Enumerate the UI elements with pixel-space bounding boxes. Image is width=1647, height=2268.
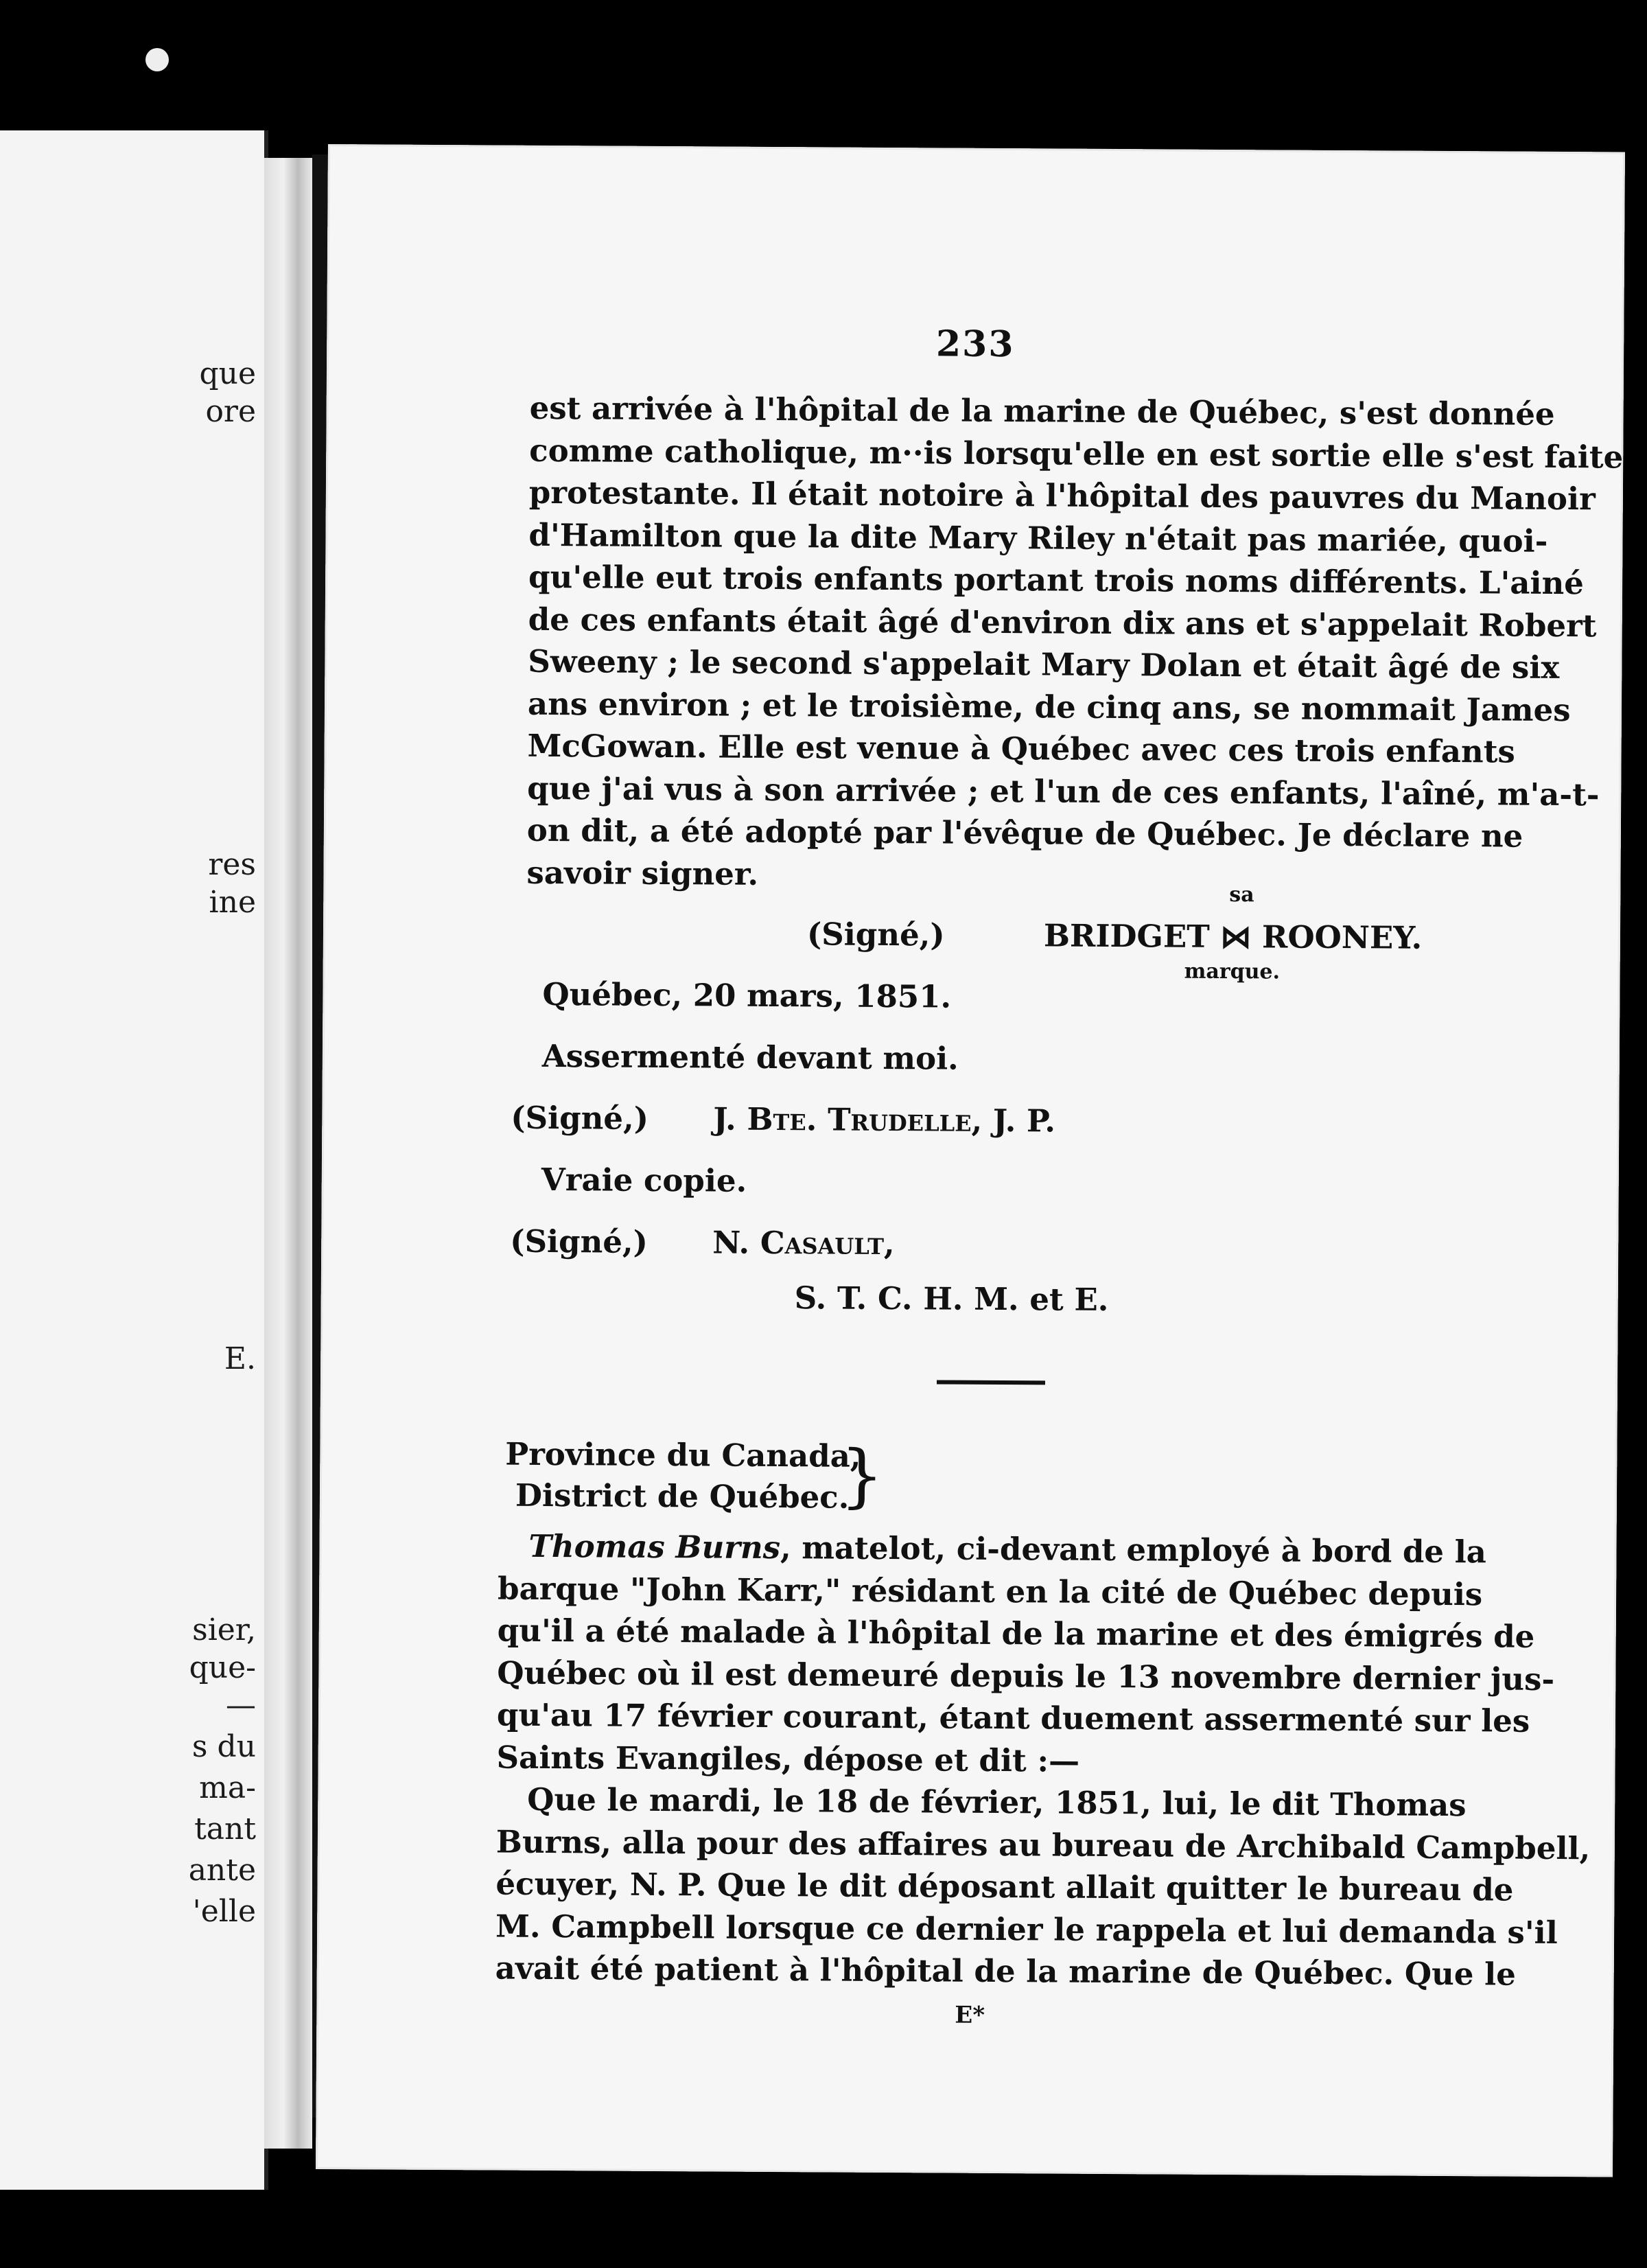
signature-label: (Signé,) xyxy=(806,916,945,953)
section-divider xyxy=(937,1380,1045,1385)
left-fragment: ore xyxy=(205,394,256,429)
text-line: savoir signer. xyxy=(526,854,759,892)
text-line: Que le mardi, le 18 de février, 1851, lui, le dit Thomas xyxy=(527,1781,1467,1824)
true-copy-line: Vraie copie. xyxy=(541,1161,747,1199)
left-fragment: res xyxy=(208,847,256,882)
text-line: Burns, alla pour des affaires au bureau de Archibald Campbell, xyxy=(495,1823,1591,1866)
signature-name: BRIDGET ⋈ ROONEY. xyxy=(1043,917,1423,956)
text-line: Saints Evangiles, dépose et dit :— xyxy=(496,1739,1080,1779)
text-line: avait été patient à l'hôpital de la marine de Québec. Que le xyxy=(495,1949,1516,1993)
left-fragment: — xyxy=(226,1688,256,1723)
left-fragment: s du xyxy=(191,1729,256,1764)
brace-glyph: } xyxy=(839,1435,885,1516)
text-line: que j'ai vus à son arrivée ; et l'un de ces enfants, l'aîné, m'a-t- xyxy=(527,769,1600,813)
left-fragment: ma- xyxy=(199,1770,256,1805)
left-fragment: tant xyxy=(194,1812,256,1847)
book-spine xyxy=(264,158,312,2149)
signature-label: (Signé,) xyxy=(511,1099,649,1137)
main-page xyxy=(316,144,1625,2177)
text-line: M. Campbell lorsque ce dernier le rappela et lui demanda s'il xyxy=(495,1908,1558,1951)
heading-district: District de Québec. xyxy=(515,1477,850,1516)
left-fragment: E. xyxy=(224,1341,256,1376)
text-line: McGowan. Elle est venue à Québec avec ces trois enfants xyxy=(527,727,1515,770)
left-fragment: que xyxy=(199,356,256,391)
text-line xyxy=(498,1525,1487,1573)
left-fragment: que- xyxy=(189,1650,256,1685)
signature-mark: E* xyxy=(955,2001,985,2029)
text-line: écuyer, N. P. Que le dit déposant allait quitter le bureau de xyxy=(495,1865,1514,1908)
text-line: est arrivée à l'hôpital de la marine de Québec, s'est donnée xyxy=(529,389,1555,432)
text-line: ans environ ; et le troisième, de cinq ans, se nommait James xyxy=(527,685,1571,728)
sworn-line: Assermenté devant moi. xyxy=(541,1037,959,1077)
mark-annotation: marque. xyxy=(1184,959,1281,984)
text-line: qu'elle eut trois enfants portant trois noms différents. L'ainé xyxy=(528,558,1585,602)
signature-name: N. Casault, xyxy=(712,1224,895,1262)
text-line: d'Hamilton que la dite Mary Riley n'était pas mariée, quoi- xyxy=(528,516,1548,559)
signature-name: J. Bte. Trudelle, J. P. xyxy=(713,1100,1056,1139)
left-fragment: ante xyxy=(188,1853,256,1888)
signature-label: (Signé,) xyxy=(510,1223,649,1260)
place-date: Québec, 20 mars, 1851. xyxy=(542,975,952,1015)
text-fragment: , matelot, ci-devant employé à bord de la xyxy=(780,1529,1487,1571)
left-fragment: sier, xyxy=(192,1612,256,1647)
left-fragment: ine xyxy=(209,885,256,920)
deponent-name: Thomas Burns xyxy=(528,1527,781,1566)
text-line: qu'au 17 février courant, étant duement assermenté sur les xyxy=(496,1696,1530,1739)
mark-annotation: sa xyxy=(1229,883,1254,907)
text-line: protestante. Il était notoire à l'hôpital des pauvres du Manoir xyxy=(528,474,1596,518)
heading-province: Province du Canada, xyxy=(505,1435,861,1474)
left-page-fragment xyxy=(0,130,268,2190)
text-line: Sweeny ; le second s'appelait Mary Dolan et était âgé de six xyxy=(528,643,1560,686)
text-line: barque "John Karr," résidant en la cité de Québec depuis xyxy=(497,1570,1483,1612)
page-number: 233 xyxy=(935,323,1015,366)
text-line: Québec où il est demeuré depuis le 13 novembre dernier jus- xyxy=(497,1654,1555,1698)
signature-title: S. T. C. H. M. et E. xyxy=(794,1280,1109,1318)
paragraph-1 xyxy=(526,387,1624,899)
text-line: on dit, a été adopté par l'évêque de Québec. Je déclare ne xyxy=(526,811,1523,855)
text-line: comme catholique, m··is lorsqu'elle en est sortie elle s'est faite xyxy=(529,432,1624,476)
text-line: de ces enfants était âgé d'environ dix ans et s'appelait Robert xyxy=(528,601,1597,644)
paragraph-2 xyxy=(495,1525,1591,1995)
left-fragment: 'elle xyxy=(192,1894,256,1929)
speck xyxy=(145,48,169,71)
text-line: qu'il a été malade à l'hôpital de la marine et des émigrés de xyxy=(497,1612,1535,1655)
